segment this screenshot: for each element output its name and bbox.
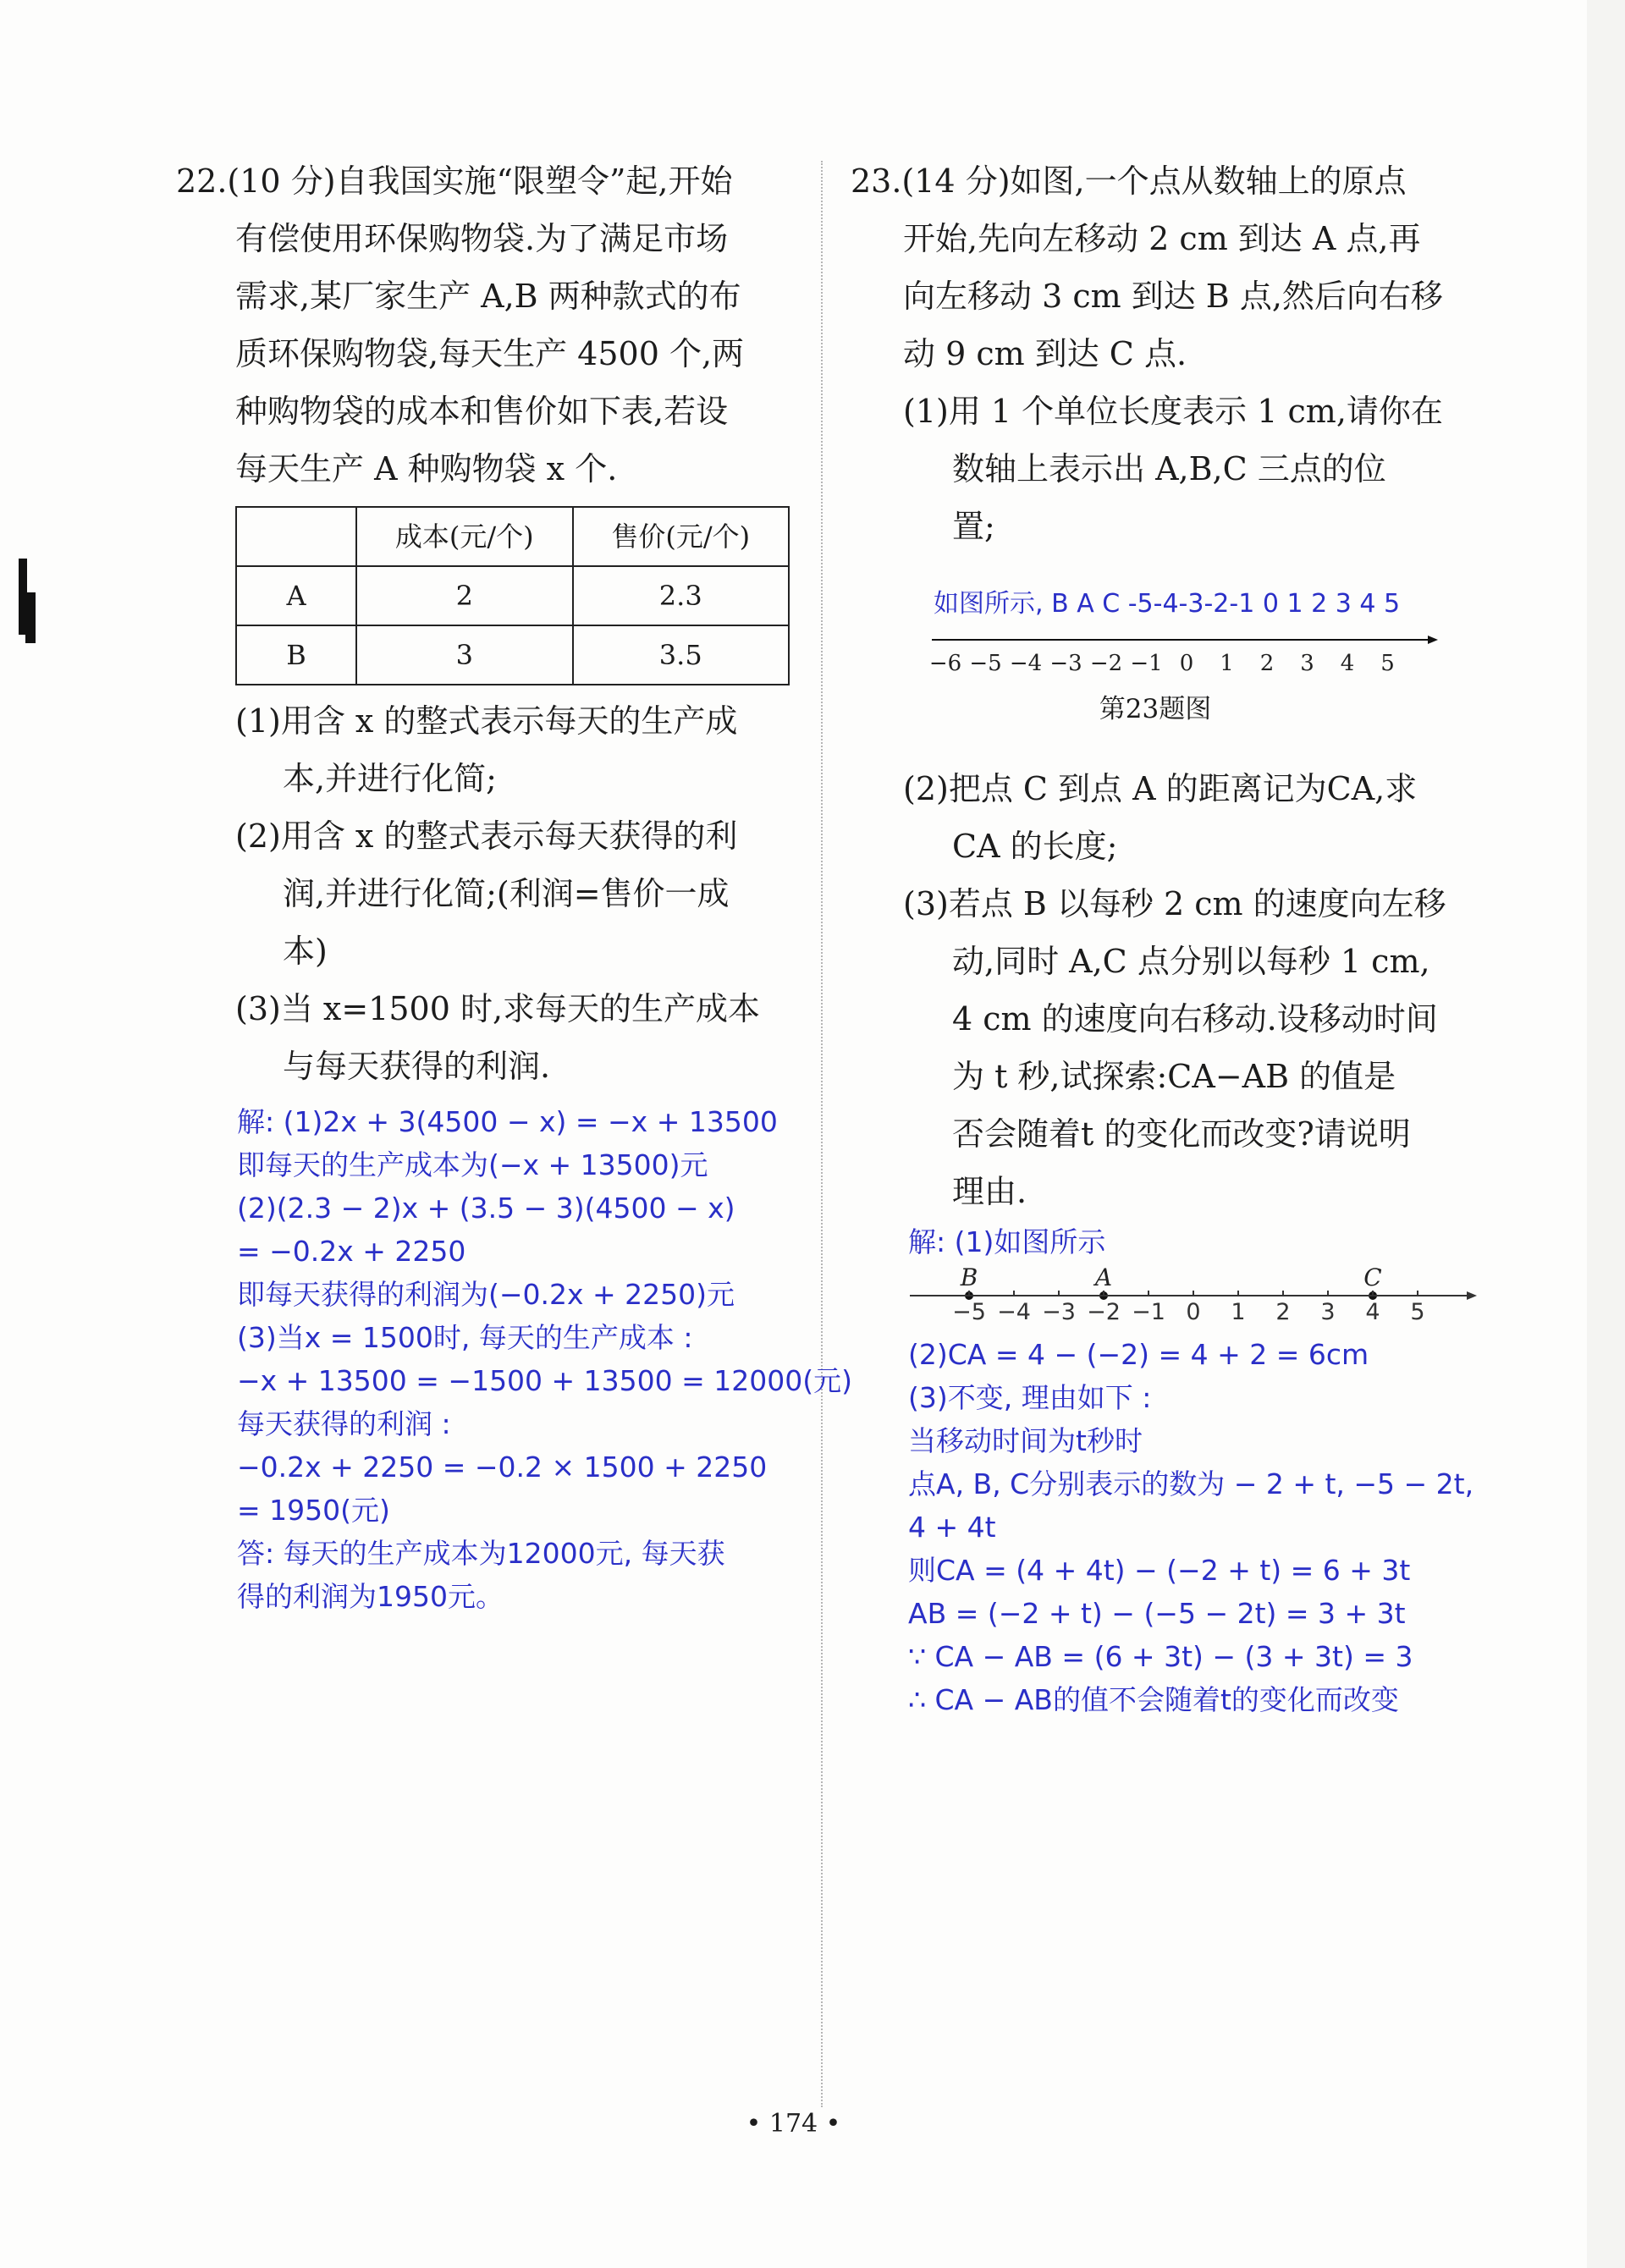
q22-line: 每天生产 A 种购物袋 x 个. — [235, 450, 618, 487]
q23-sub3-a: (3)若点 B 以每秒 2 cm 的速度向左移 — [903, 885, 1446, 922]
tick-label: 1 — [1220, 651, 1234, 675]
q22-line: 质环保购物袋,每天生产 4500 个,两 — [235, 335, 745, 372]
column-divider — [821, 161, 823, 2107]
q22-sub1-b: 本,并进行化简; — [283, 760, 497, 797]
table-cell: 3.5 — [573, 625, 790, 685]
tick-label: −1 — [1130, 651, 1163, 675]
tick-label: 5 — [1380, 651, 1395, 675]
q22-line: 种购物袋的成本和售价如下表,若设 — [235, 393, 729, 430]
question-23 — [851, 152, 1477, 1721]
q23-line: 动 9 cm 到达 C 点. — [903, 335, 1187, 372]
q23-sub3-c: 4 cm 的速度向右移动.设移动时间 — [952, 1000, 1438, 1038]
tick-label: −4 — [1009, 651, 1043, 675]
q22-sub3-a: (3)当 x=1500 时,求每天的生产成本 — [235, 990, 761, 1027]
solution-line: 4 + 4t — [908, 1511, 996, 1544]
solution-head: 解: (1)如图所示 — [908, 1225, 1106, 1258]
table-cell: B — [236, 625, 356, 685]
q22-solution — [237, 1100, 853, 1618]
page-number: • 174 • — [746, 2109, 841, 2139]
tick-label: 3 — [1320, 1299, 1336, 1325]
solution-line: (2)CA = 4 − (−2) = 4 + 2 = 6cm — [908, 1338, 1369, 1371]
solution-line: AB = (−2 + t) − (−5 − 2t) = 3 + 3t — [908, 1597, 1406, 1630]
point-label: A — [1094, 1267, 1113, 1291]
tick-label: −1 — [1132, 1299, 1165, 1325]
point-label: C — [1363, 1267, 1382, 1291]
q23-sub3-e: 否会随着t 的变化而改变?请说明 — [952, 1115, 1411, 1153]
tick-label: 4 — [1340, 651, 1355, 675]
tick-label: −6 — [928, 651, 962, 675]
q23-sub3-f: 理由. — [952, 1173, 1027, 1210]
tick-label: −5 — [952, 1299, 986, 1325]
table-cell: 2 — [356, 566, 573, 625]
tick-label: −3 — [1049, 651, 1082, 675]
solution-line: 点A, B, C分别表示的数为 − 2 + t, −5 − 2t, — [908, 1467, 1474, 1500]
question-22 — [176, 152, 853, 1618]
solution-line: 解: (1)2x + 3(4500 − x) = −x + 13500 — [237, 1105, 778, 1138]
q23-line: 向左移动 3 cm 到达 B 点,然后向右移 — [903, 278, 1443, 315]
q22-sub2-b: 润,并进行化简;(利润=售价一成 — [283, 875, 730, 912]
table-cell: 2.3 — [573, 566, 790, 625]
solution-line: 即每天的生产成本为(−x + 13500)元 — [237, 1148, 708, 1181]
tick-label: 0 — [1179, 651, 1194, 675]
figure-caption: 第23题图 — [1099, 694, 1212, 724]
tick-label: −2 — [1087, 1299, 1121, 1325]
q23-sub1-a: (1)用 1 个单位长度表示 1 cm,请你在 — [903, 393, 1443, 430]
q23-solution — [908, 1220, 1477, 1721]
solution-line: ∵ CA − AB = (6 + 3t) − (3 + 3t) = 3 — [908, 1640, 1413, 1673]
q23-line: 23.(14 分)如图,一个点从数轴上的原点 — [851, 162, 1407, 200]
tick-label: 2 — [1259, 651, 1275, 675]
table-row — [236, 566, 789, 625]
tick-label: 2 — [1275, 1299, 1291, 1325]
number-line-figure — [928, 633, 1470, 675]
solution-line: −0.2x + 2250 = −0.2 × 1500 + 2250 — [237, 1451, 768, 1484]
solution-line: 答: 每天的生产成本为12000元, 每天获 — [237, 1537, 725, 1570]
q23-line: 开始,先向左移动 2 cm 到达 A 点,再 — [903, 220, 1421, 257]
solution-line: 则CA = (4 + 4t) − (−2 + t) = 6 + 3t — [908, 1554, 1411, 1587]
solution-number-line — [908, 1267, 1484, 1329]
q22-sub1-a: (1)用含 x 的整式表示每天的生产成 — [235, 702, 738, 740]
table-header-row — [236, 507, 789, 566]
tick-label: −3 — [1042, 1299, 1076, 1325]
q22-sub3-b: 与每天获得的利润. — [283, 1048, 551, 1085]
solution-line: = −0.2x + 2250 — [237, 1235, 466, 1268]
q23-sub3-d: 为 t 秒,试探索:CA−AB 的值是 — [952, 1058, 1396, 1095]
solution-line: = 1950(元) — [237, 1494, 390, 1527]
tick-label: 3 — [1300, 651, 1314, 675]
scan-mark — [25, 592, 36, 643]
solution-line: ∴ CA − AB的值不会随着t的变化而改变 — [908, 1683, 1399, 1716]
tick-label: −5 — [969, 651, 1002, 675]
q23-sub2-b: CA 的长度; — [952, 828, 1118, 865]
table-cell: A — [236, 566, 356, 625]
tick-label: −2 — [1089, 651, 1123, 675]
solution-line: 当移动时间为t秒时 — [908, 1424, 1143, 1457]
q22-line: 22.(10 分)自我国实施“限塑令”起,开始 — [176, 162, 733, 200]
table-cell: 3 — [356, 625, 573, 685]
q22-sub2-a: (2)用含 x 的整式表示每天获得的利 — [235, 817, 738, 855]
q22-line: 需求,某厂家生产 A,B 两种款式的布 — [235, 278, 741, 315]
table-cell: 售价(元/个) — [573, 507, 790, 566]
point-label: B — [960, 1267, 978, 1291]
q22-sub2-c: 本) — [283, 933, 328, 970]
table-cell — [236, 507, 356, 566]
tick-label: −4 — [997, 1299, 1031, 1325]
solution-line: (3)当x = 1500时, 每天的生产成本 : — [237, 1321, 693, 1354]
solution-line: (2)(2.3 − 2)x + (3.5 − 3)(4500 − x) — [237, 1192, 735, 1225]
tick-label: 0 — [1186, 1299, 1201, 1325]
figure-23 — [851, 575, 1477, 738]
table-row — [236, 625, 789, 685]
q23-sub1-b: 数轴上表示出 A,B,C 三点的位 — [952, 450, 1386, 487]
solution-line: −x + 13500 = −1500 + 13500 = 12000(元) — [237, 1364, 853, 1397]
table-cell: 成本(元/个) — [356, 507, 573, 566]
solution-line: 每天获得的利润 : — [237, 1407, 451, 1440]
price-table — [235, 506, 790, 685]
tick-label: 1 — [1231, 1299, 1246, 1325]
q23-sub1-c: 置; — [952, 508, 995, 545]
tick-label: 5 — [1410, 1299, 1425, 1325]
solution-line: 即每天获得的利润为(−0.2x + 2250)元 — [237, 1278, 735, 1311]
solution-line: 得的利润为1950元。 — [237, 1580, 504, 1613]
solution-line: (3)不变, 理由如下 : — [908, 1381, 1152, 1414]
q23-sub2-a: (2)把点 C 到点 A 的距离记为CA,求 — [903, 770, 1418, 807]
tick-label: 4 — [1365, 1299, 1380, 1325]
figure-answer-text: 如图所示, B A C -5-4-3-2-1 0 1 2 3 4 5 — [934, 589, 1401, 619]
q22-line: 有偿使用环保购物袋.为了满足市场 — [235, 220, 729, 257]
q23-sub3-b: 动,同时 A,C 点分别以每秒 1 cm, — [952, 943, 1430, 980]
